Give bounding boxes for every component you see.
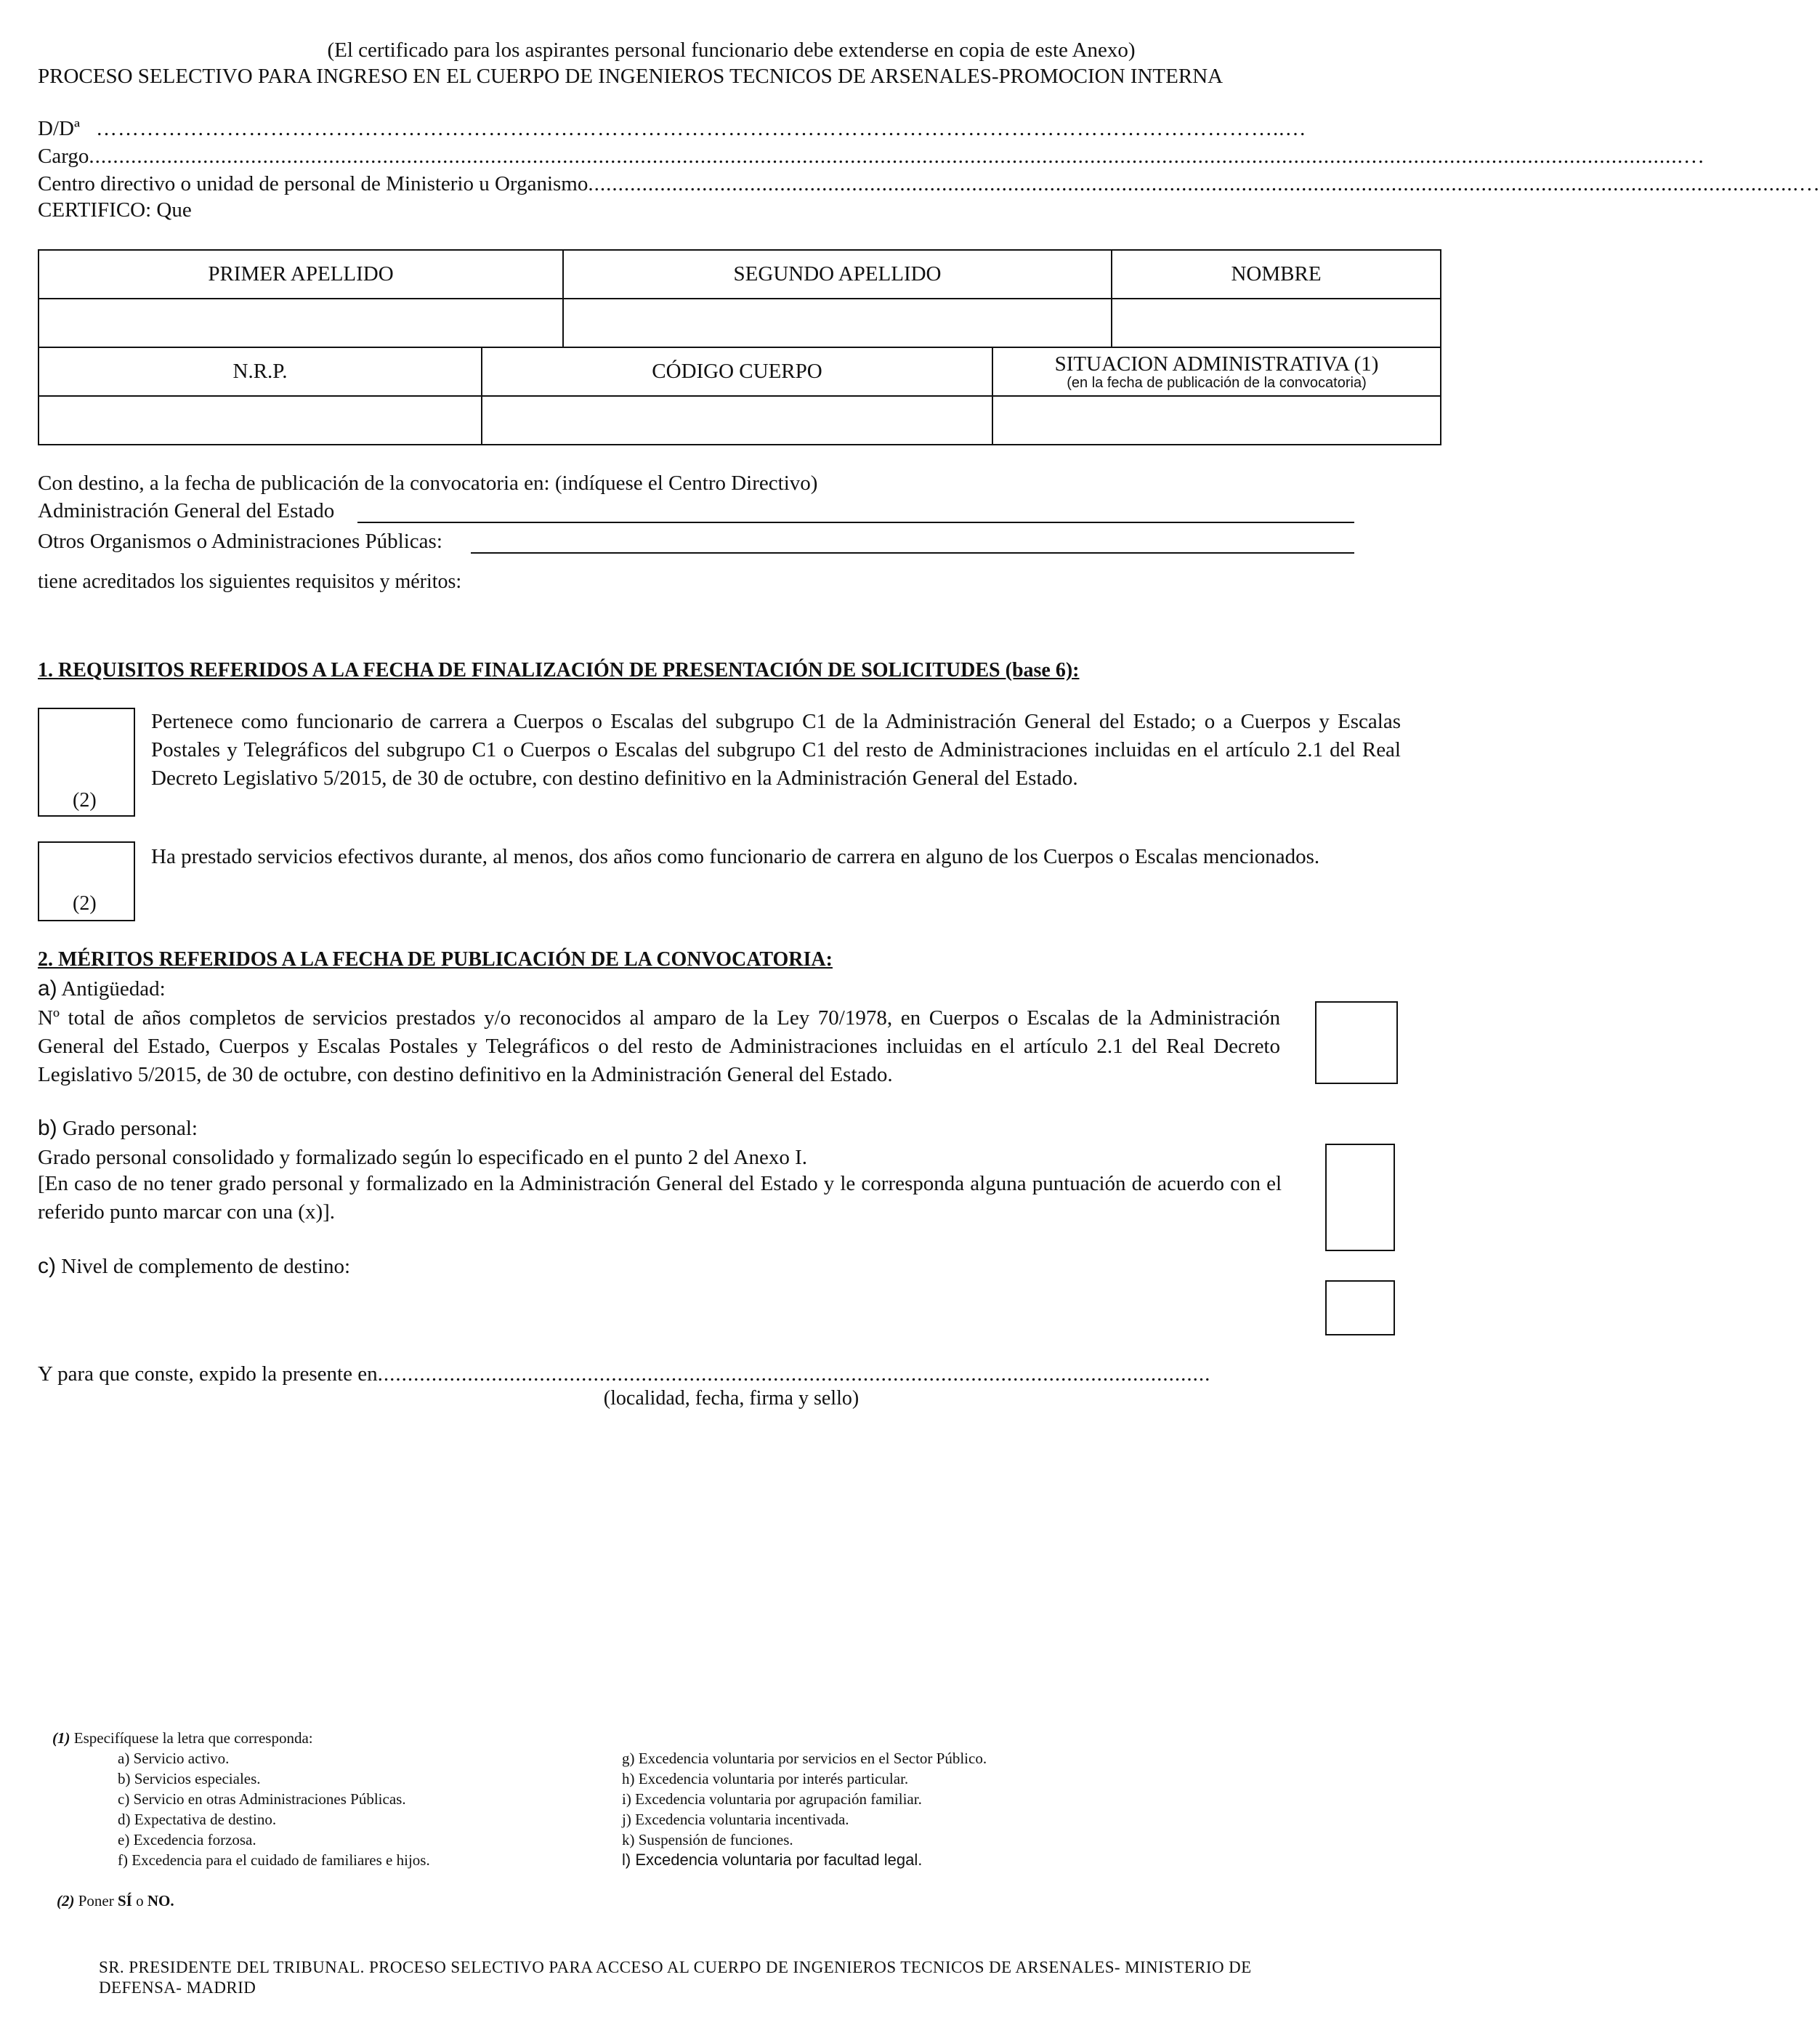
header-nrp: N.R.P. xyxy=(39,347,482,396)
footnote-2-o: o xyxy=(136,1892,144,1909)
dd-dots: ………………………………………………………………………………………………………………………………………………..… xyxy=(95,117,1307,140)
cargo-dots: .......................................................................................................................................................................................................................................................................... xyxy=(89,145,1683,168)
section1-title: 1. REQUISITOS REFERIDOS A LA FECHA DE FINALIZACIÓN DE PRESENTACIÓN DE SOLICITUDES (base 6): xyxy=(38,659,1080,682)
centro-field[interactable] xyxy=(38,171,1820,196)
cargo-tail: … xyxy=(1683,145,1704,168)
footnote-item-b: b) Servicios especiales. xyxy=(118,1770,261,1787)
situacion-label: SITUACION ADMINISTRATIVA (1) xyxy=(1054,352,1379,376)
closing-sub: (localidad, fecha, firma y sello) xyxy=(603,1387,860,1410)
closing-dots: ........................................................................................................................................... xyxy=(377,1362,1211,1386)
footnote-item-j: j) Excedencia voluntaria incentivada. xyxy=(622,1811,849,1828)
nivel-letter: c) xyxy=(38,1254,56,1278)
footnote-2-no: NO. xyxy=(147,1892,174,1909)
antiguedad-heading xyxy=(38,977,166,1001)
destino-otros-label: Otros Organismos o Administraciones Públicas: xyxy=(38,530,442,553)
cargo-field[interactable] xyxy=(38,144,1704,169)
input-primer-apellido[interactable] xyxy=(39,299,563,347)
certifico-label: CERTIFICO: Que xyxy=(38,198,192,222)
footnote-item-h: h) Excedencia voluntaria por interés particular. xyxy=(622,1770,909,1787)
footnote-item-c: c) Servicio en otras Administraciones Públicas. xyxy=(118,1790,406,1808)
header-codigo-cuerpo: CÓDIGO CUERPO xyxy=(482,347,992,396)
header-segundo-apellido: SEGUNDO APELLIDO xyxy=(563,250,1112,299)
header-note: (El certificado para los aspirantes personal funcionario debe extenderse en copia de este Anexo) xyxy=(327,39,1136,62)
req1-box-label: (2) xyxy=(73,789,97,812)
destino-otros-line[interactable] xyxy=(471,529,1354,554)
footnote-1-mark: (1) xyxy=(52,1729,70,1747)
footer-addressee xyxy=(99,1957,1252,1998)
destino-age-label: Administración General del Estado xyxy=(38,499,335,522)
footnote-item-a: a) Servicio activo. xyxy=(118,1750,230,1767)
centro-dots: .......................................................................................................................................................................................................... xyxy=(588,172,1799,195)
footnote-item-l: l) Excedencia voluntaria por facultad legal. xyxy=(622,1851,923,1869)
input-nrp[interactable] xyxy=(39,396,482,445)
grado-title: Grado personal: xyxy=(62,1117,198,1140)
nivel-heading xyxy=(38,1254,350,1279)
req2-text: Ha prestado servicios efectivos durante, al menos, dos años como funcionario de carrera en alguno de los Cuerpos o Escalas mencionados. xyxy=(151,845,1320,868)
document-title: PROCESO SELECTIVO PARA INGRESO EN EL CUERPO DE INGENIEROS TECNICOS DE ARSENALES-PROMOCION INTERNA xyxy=(38,65,1224,88)
grado-text1: Grado personal consolidado y formalizado según lo especificado en el punto 2 del Anexo I. xyxy=(38,1146,807,1169)
section2-title: 2. MÉRITOS REFERIDOS A LA FECHA DE PUBLICACIÓN DE LA CONVOCATORIA: xyxy=(38,948,833,971)
grado-heading xyxy=(38,1116,198,1141)
header-nombre: NOMBRE xyxy=(1112,250,1441,299)
input-situacion[interactable] xyxy=(992,396,1441,445)
input-codigo-cuerpo[interactable] xyxy=(482,396,992,445)
nivel-title: Nivel de complemento de destino: xyxy=(61,1255,351,1278)
situacion-sublabel: (en la fecha de publicación de la convocatoria) xyxy=(1067,374,1367,391)
nivel-box[interactable] xyxy=(1325,1280,1395,1335)
input-segundo-apellido[interactable] xyxy=(563,299,1112,347)
antiguedad-letter: a) xyxy=(38,977,57,1001)
destino-tiene: tiene acreditados los siguientes requisitos y méritos: xyxy=(38,570,462,593)
footnote-item-g: g) Excedencia voluntaria por servicios en el Sector Público. xyxy=(622,1750,987,1767)
header-primer-apellido: PRIMER APELLIDO xyxy=(39,250,563,299)
grado-box[interactable] xyxy=(1325,1144,1395,1251)
req2-box-label: (2) xyxy=(73,892,97,915)
footnote-item-f: f) Excedencia para el cuidado de familiares e hijos. xyxy=(118,1851,430,1869)
grado-text2: [En caso de no tener grado personal y formalizado en la Administración General del Estado y le corresponda alguna puntuación de acuerdo con el referido punto marcar con una (x)]. xyxy=(38,1172,1282,1224)
antiguedad-title: Antigüedad: xyxy=(61,977,166,1001)
dd-field[interactable] xyxy=(38,116,1364,141)
footnote-2-pre: Poner xyxy=(78,1892,114,1909)
footnote-right-list xyxy=(622,1748,987,1870)
footnote-item-d: d) Expectativa de destino. xyxy=(118,1811,277,1828)
footnote-1-text: Especifíquese la letra que corresponda: xyxy=(73,1729,313,1747)
footnote-2-si: SÍ xyxy=(118,1892,132,1909)
footer-line-2: DEFENSA- MADRID xyxy=(99,1978,256,1997)
centro-tail: … xyxy=(1798,172,1820,195)
destino-intro: Con destino, a la fecha de publicación de la convocatoria en: (indíquese el Centro Directivo) xyxy=(38,472,818,495)
footnote-2-mark: (2) xyxy=(57,1892,75,1909)
dd-label: D/Dª xyxy=(38,117,80,140)
cargo-label: Cargo xyxy=(38,145,89,168)
footer-line-1: SR. PRESIDENTE DEL TRIBUNAL. PROCESO SELECTIVO PARA ACCESO AL CUERPO DE INGENIEROS TECNICOS DE ARSENALES- MINISTERIO DE xyxy=(99,1958,1252,1976)
req1-text: Pertenece como funcionario de carrera a Cuerpos o Escalas del subgrupo C1 de la Administración General del Estado; o a Cuerpos y Escalas Postales y Telegráficos del subgrupo C1 o Cuerpos o Escalas del subgrupo C1 del resto de Administraciones incluidas en el artículo 2.1 del Real Decreto Legislativo 5/2015, de 30 de octubre, con destino definitivo en la Administración General del Estado. xyxy=(151,710,1401,790)
footnote-1 xyxy=(52,1728,313,1748)
footnote-2 xyxy=(57,1891,174,1911)
input-nombre[interactable] xyxy=(1112,299,1441,347)
grado-letter: b) xyxy=(38,1116,57,1140)
footnote-item-i: i) Excedencia voluntaria por agrupación familiar. xyxy=(622,1790,922,1808)
closing-line[interactable] xyxy=(38,1362,1211,1386)
footnote-left-list xyxy=(118,1748,430,1870)
closing-text: Y para que conste, expido la presente en xyxy=(38,1362,378,1386)
antiguedad-text: Nº total de años completos de servicios prestados y/o reconocidos al amparo de la Ley 70/1978, en Cuerpos o Escalas de la Administración General del Estado, Cuerpos y Escalas Postales y Telegráficos o del resto de Administraciones incluidas en el artículo 2.1 del Real Decreto Legislativo 5/2015, de 30 de octubre, con destino definitivo en la Administración General del Estado. xyxy=(38,1006,1280,1086)
footnote-item-k: k) Suspensión de funciones. xyxy=(622,1831,793,1848)
antiguedad-box[interactable] xyxy=(1315,1001,1398,1084)
header-situacion xyxy=(992,347,1441,396)
centro-label: Centro directivo o unidad de personal de Ministerio u Organismo xyxy=(38,172,589,195)
destino-age-line[interactable] xyxy=(357,498,1354,523)
footnote-item-e: e) Excedencia forzosa. xyxy=(118,1831,256,1848)
identification-table xyxy=(38,249,1441,445)
